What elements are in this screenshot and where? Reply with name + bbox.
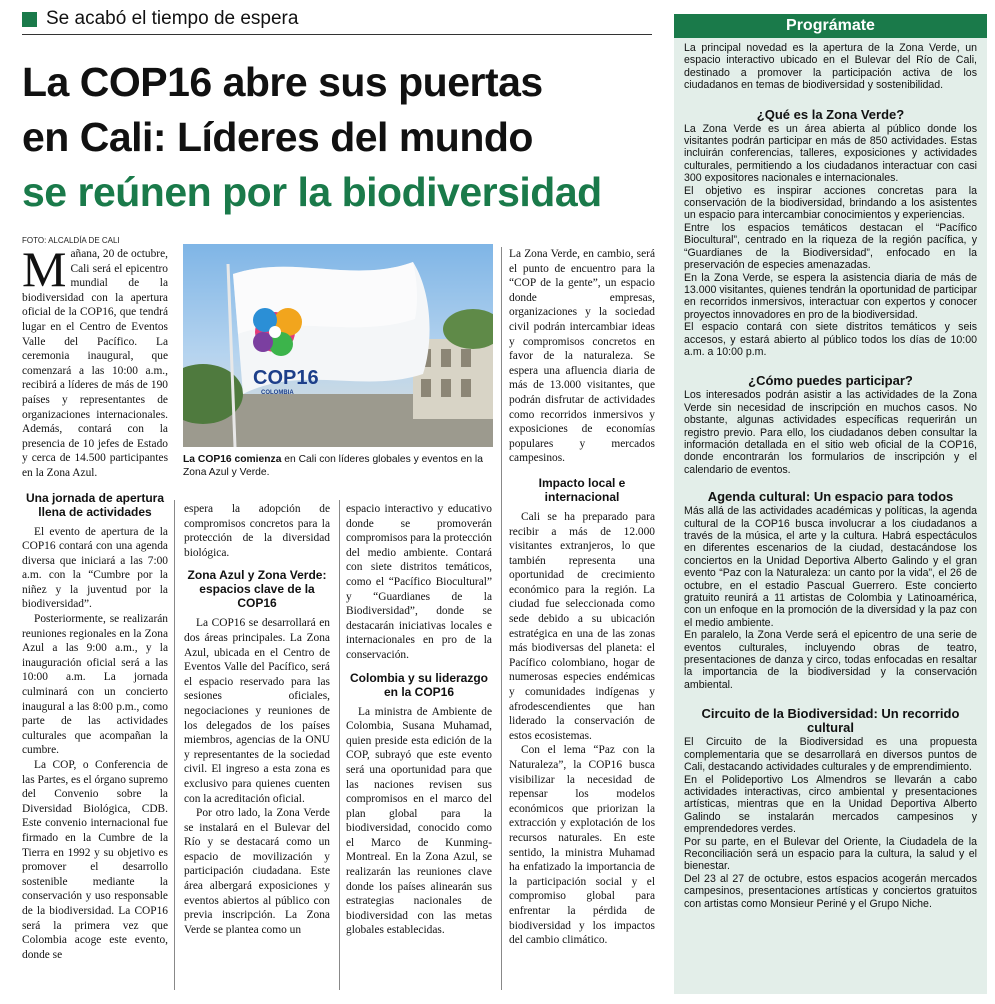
headline-line-1: La COP16 abre sus puertas	[22, 59, 543, 105]
sidebar-paragraph: La Zona Verde es un área abierta al público donde los visitantes podrán participar en más de 850 actividades. Estas incluirán conferencias, talleres, exposiciones y actividades culturales, permitiendo a los ciudadanos interactuar con casi 300 expositores nacionales e internacionales.	[684, 122, 977, 185]
paragraph: Por otro lado, la Zona Verde se instalará en el Bulevar del Río y se destacará como un espacio de movilización y participación ciudadana. Este área albergará exposiciones y eventos abiertos al público con previa inscripción. La Zona Verde se plantea como un	[184, 807, 330, 936]
sidebar-paragraph: En la Zona Verde, se espera la asistencia diaria de más de 13.000 visitantes, quienes tendrán la oportunidad de participar en recorridos inmersivos, interactuar con expertos y conocer proyectos innovadores en pro de la biodiversidad.	[684, 271, 977, 321]
paragraph-cont: espera la adopción de compromisos concretos para la protección de la diversidad biológica.	[184, 503, 330, 559]
sidebar-heading: ¿Qué es la Zona Verde?	[756, 106, 905, 122]
subhead-apertura: Una jornada de apertura llena de actividades	[25, 490, 165, 519]
paragraph: La Zona Verde, en cambio, será el punto de encuentro para la “COP de la gente”, un espacio donde empresas, organizaciones y la sociedad civil podrán intercambiar ideas y compromisos concretos en favor de la naturaleza. Se espera una afluencia diaria de más de 13.000 visitantes, que podrán disfrutar de actividades como recorridos inmersivos y exposiciones de economías populares y mercados campesinos.	[509, 248, 655, 465]
drop-cap: M	[22, 241, 67, 297]
sidebar-paragraph: Los interesados podrán asistir a las actividades de la Zona Verde sin necesidad de inscripción en muchos casos. No obstante, algunas actividades específicas requerirán un registro previo. Para ello, los ciudadanos deben consultar la información detallada en el sitio web oficial de la COP16, donde encontrarán los formularios de inscripción y el calendario de eventos.	[684, 389, 977, 476]
article-column-4	[509, 247, 655, 948]
column-divider	[339, 500, 340, 990]
sidebar-paragraph: Del 23 al 27 de octubre, estos espacios acogerán mercados campesinos, presentaciones artísticas y conciertos gratuitos con artistas como Monsieur Periné y el Grupo Niche.	[684, 872, 977, 910]
paragraph: La COP, o Conferencia de las Partes, es el órgano supremo del Convenio sobre la Diversidad Biológica, CDB. Este convenio internacional fue firmado en la Cumbre de la Tierra en 1992 y su objetivo es promover el desarrollo sostenible mediante la conservación y uso responsable de la biodiversidad. La COP16 será la primera vez que Colombia acoge este evento, donde se	[22, 759, 168, 961]
flag-photo-graphic	[183, 244, 493, 447]
paragraph: La ministra de Ambiente de Colombia, Susana Muhamad, quien preside esta edición de la COP, subrayó que este evento será una oportunidad para que las naciones revisen sus compromisos en el marco del plan global para la biodiversidad, conocido como el Marco de Kunming-Montreal. En la Zona Azul, se realizarán las reuniones clave donde los países alinearán sus estrategias nacionales de biodiversidad con las metas globales establecidas.	[346, 705, 492, 937]
photo-credit: FOTO: ALCALDÍA DE CALI	[22, 236, 120, 245]
sidebar-paragraph: El espacio contará con siete distritos temáticos y seis accesos, y estará abierto al público todos los días de 10:00 a.m. a 10:00 p.m.	[684, 321, 977, 358]
section-kicker	[22, 8, 652, 35]
subhead-impacto: Impacto local e internacional	[538, 475, 626, 504]
column-divider	[501, 247, 502, 990]
sidebar-heading: ¿Cómo puedes participar?	[748, 373, 913, 389]
sidebar-paragraph: En paralelo, la Zona Verde será el epicentro de una serie de eventos culturales, incluyendo obras de teatro, presentaciones de danza y circo, todas enfocadas en resaltar la importancia de la biodiversidad y la conservación ambiental.	[684, 629, 977, 691]
sidebar-heading: Agenda cultural: Un espacio para todos	[707, 489, 954, 505]
sidebar-paragraph: El objetivo es inspirar acciones concretas para la conservación de la biodiversidad, brindando a los asistentes un espacio para intercambiar conocimientos y experiencias.	[684, 184, 977, 222]
article-column-1	[22, 241, 168, 962]
subhead-zonas: Zona Azul y Zona Verde: espacios clave de la COP16	[187, 568, 327, 611]
headline	[22, 55, 662, 220]
flag-text: COP16	[253, 367, 319, 389]
subhead-colombia: Colombia y su liderazgo en la COP16	[349, 670, 489, 699]
sidebar-title: Prográmate	[674, 14, 987, 38]
flag-photo	[183, 244, 493, 447]
paragraph: Con el lema “Paz con la Naturaleza”, la COP16 busca visibilizar la necesidad de repensar los modelos económicos que priorizan la extracción y explotación de los recursos naturales. En este sentido, la ministra Muhamad ha enfatizado la importancia de la participación social y el compromiso global para enfrentar la pérdida de biodiversidad y los impactos del cambio climático.	[509, 744, 655, 947]
sidebar-paragraph: En el Polideportivo Los Almendros se llevarán a cabo actividades interactivas, circo ambiental y presentaciones artísticas, mientras que en la Unidad Deportiva Alberto Galindo se instalarán mercados campesinos y emprendedores verdes.	[684, 773, 977, 836]
kicker-text: Se acabó el tiempo de espera	[46, 8, 299, 29]
sidebar-paragraph: La principal novedad es la apertura de la Zona Verde, un espacio interactivo ubicado en el Bulevar del Río de Cali, destinado a promover la participación activa de los ciudadanos en temas de biodiversidad y sostenibilidad.	[684, 42, 977, 92]
photo-caption: La COP16 comienza en Cali con líderes globales y eventos en la Zona Azul y Verde.	[183, 454, 483, 478]
kicker-square-icon	[22, 12, 37, 27]
paragraph-cont: espacio interactivo y educativo donde se promoverán compromisos para la protección del medio ambiente. Contará con siete distritos temáticos, como el “Pacífico Biocultural” y “Guardianes de la Biodiversidad”, donde se destacarán iniciativas locales e internacionales en pro de la conservación.	[346, 503, 492, 661]
headline-line-3: se reúnen por la biodiversidad	[22, 169, 602, 215]
article-intro: Mañana, 20 de octubre, Cali será el epicentro mundial de la biodiversidad con la apertura oficial de la COP16, que tendrá lugar en el Centro de Eventos Valle del Pacífico. La ceremonia inaugural, que comenzará a las 10:00 a.m., recibirá a líderes de más de 190 países y representantes de organizaciones internacionales. Además, contará con la presencia de 10 jefes de Estado y cerca de 14.500 participantes en la Zona Azul.	[22, 241, 168, 479]
article-column-2	[184, 502, 330, 937]
sidebar-paragraph: Entre los espacios temáticos destacan el “Pacífico Biocultural”, centrado en la riqueza de la región pacífica, y “Guardianes de la Biodiversidad”, enfocado en la preservación de especies amenazadas.	[684, 221, 977, 272]
sidebar-heading: Circuito de la Biodiversidad: Un recorrido cultural	[701, 706, 960, 736]
article-column-3	[346, 502, 492, 938]
sidebar-body	[674, 38, 987, 910]
sidebar-paragraph: Más allá de las actividades académicas y políticas, la agenda cultural de la COP16 busca involucrar a los ciudadanos a través de la música, el arte y la cultura. Habrá espectáculos en diferentes escenarios de la ciudad, destacándose los conciertos en la Unidad Deportiva Alberto Galindo y el gran evento “Paz con la Naturaleza: un canto por la vida”, el 26 de octubre, en el estadio Pascual Guerrero. Este concierto gratuito reunirá a 11 artistas de Colombia y Latinoamérica, con un enfoque en la promoción de la diversidad y la paz con el medio ambiente.	[684, 505, 977, 629]
column-divider	[174, 500, 175, 990]
paragraph: Cali se ha preparado para recibir a más de 12.000 visitantes extranjeros, lo que también representa una oportunidad de crecimiento económico para la región. La ciudad fue seleccionada como sede debido a su ubicación estratégica en una de las zonas más biodiversas del planeta: el Pacífico colombiano, hogar de numerosas especies endémicas y comunidades indígenas y afrodescendientes que han liderado la conservación de estos ecosistemas.	[509, 510, 655, 742]
paragraph: La COP16 se desarrollará en dos áreas principales. La Zona Azul, ubicada en el Centro de Eventos Valle del Pacífico, será el espacio reservado para las sesiones oficiales, negociaciones y reuniones de los delegados de los países miembros, agencias de la ONU y representantes de la sociedad civil. El ingreso a esta zona es exclusivo para quienes cuenten con la acreditación oficial.	[184, 617, 330, 805]
paragraph: El evento de apertura de la COP16 contará con una agenda diversa que iniciará a las 7:00 a.m. con la “Cumbre por la niñez y la juventud por la biodiversidad”.	[22, 525, 168, 611]
flag-subtext: COLOMBIA	[261, 390, 294, 396]
sidebar-programate	[674, 14, 987, 994]
sidebar-paragraph: El Circuito de la Biodiversidad es una propuesta complementaria que se desarrollará en diversos puntos de Cali, destacando actividades culturales y de emprendimiento.	[684, 736, 977, 774]
headline-line-2: en Cali: Líderes del mundo	[22, 114, 533, 160]
sidebar-paragraph: Por su parte, en el Bulevar del Oriente, la Ciudadela de la Reconciliación será un espacio para la cultura, la salud y el bienestar.	[684, 835, 977, 873]
paragraph: Posteriormente, se realizarán reuniones regionales en la Zona Azul a las 9:00 a.m., y la inauguración oficial será a las 10:00 a.m. La jornada culminará con un concierto inaugural a las 8:00 p.m., como parte de las actividades culturales que acompañan la cumbre.	[22, 613, 168, 757]
